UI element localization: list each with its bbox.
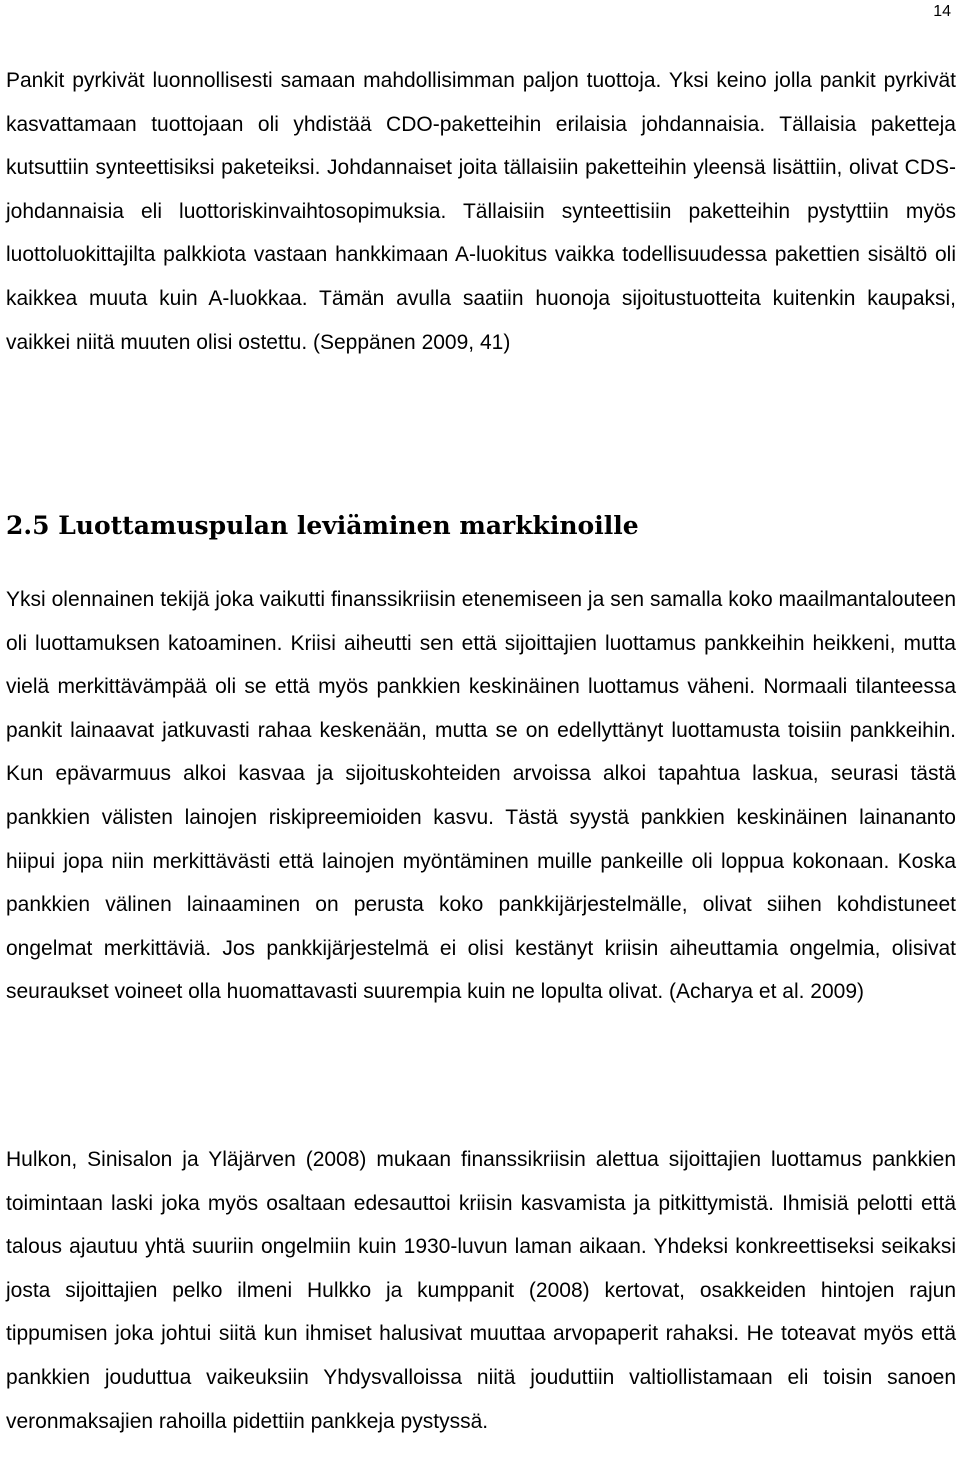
paragraph-investor-fear: Hulkon, Sinisalon ja Yläjärven (2008) mukaan finanssikriisin alettua sijoittajien luottamus pankkien toimintaan laski joka myös osaltaan edesauttoi kriisin kasvamista ja pitkittymistä. Ihmisiä pelotti että talous ajautuu yhtä suuriin ongelmiin kuin 1930-luvun laman aikaan. Yhdeksi konkreettiseksi seikaksi josta sijoittajien pelko ilmeni Hulkko ja kumppanit (2008) kertovat, osakkeiden hintojen rajun tippumisen joka johtui siitä kun ihmiset halusivat muuttaa arvopaperit rahaksi. He toteavat myös että pankkien jouduttua vaikeuksiin Yhdysvalloissa niitä jouduttiin valtiollistamaan eli toisin sanoen veronmaksajien rahoilla pidettiin pankkeja pystyssä. [6,1148,956,1433]
paragraph-synthetic-packages: Pankit pyrkivät luonnollisesti samaan mahdollisimman paljon tuottoja. Yksi keino jolla pankit pyrkivät kasvattamaan tuottojaan oli yhdistää CDO-paketteihin erilaisia johdannaisia. Tällaisia paketteja kutsuttiin synteettisiksi paketeiksi. Johdannaiset joita tällaisiin paketteihin yleensä lisättiin, olivat CDS-johdannaisia eli luottoriskinvaihtosopimuksia. Tällaisiin synteettisiin paketteihin pystyttiin myös luottoluokittajilta palkkiota vastaan hankkimaan A-luokitus vaikka todellisuudessa pakettien sisältö oli kaikkea muuta kuin A-luokkaa. Tämän avulla saatiin huonoja sijoitustuotteita kuitenkin kaupaksi, vaikkei niitä muuten olisi ostettu. (Seppänen 2009, 41) [6,69,956,354]
page-number: 14 [933,3,951,20]
section-heading: 2.5 Luottamuspulan leviäminen markkinoille [6,511,639,540]
paragraph-loss-of-trust: Yksi olennainen tekijä joka vaikutti finanssikriisin etenemiseen ja sen samalla koko maailmantalouteen oli luottamuksen katoaminen. Kriisi aiheutti sen että sijoittajien luottamus pankkeihin heikkeni, mutta vielä merkittävämpää oli se että myös pankkien keskinäinen luottamus väheni. Normaali tilanteessa pankit lainaavat jatkuvasti rahaa keskenään, mutta se on edellyttänyt luottamusta toisiin pankkeihin. Kun epävarmuus alkoi kasvaa ja sijoituskohteiden arvoissa alkoi tapahtua laskua, seurasi tästä pankkien välisten lainojen riskipreemioiden kasvu. Tästä syystä pankkien keskinäinen lainananto hiipui jopa niin merkittävästi että lainojen myöntäminen muille pankeille oli loppua kokonaan. Koska pankkien välinen lainaaminen on perusta koko pankkijärjestelmälle, olivat siihen kohdistuneet ongelmat merkittäviä. Jos pankkijärjestelmä ei olisi kestänyt kriisin aiheuttamia ongelmia, olisivat seuraukset voineet olla huomattavasti suurempia kuin ne lopulta olivat. (Acharya et al. 2009) [6,588,956,1004]
